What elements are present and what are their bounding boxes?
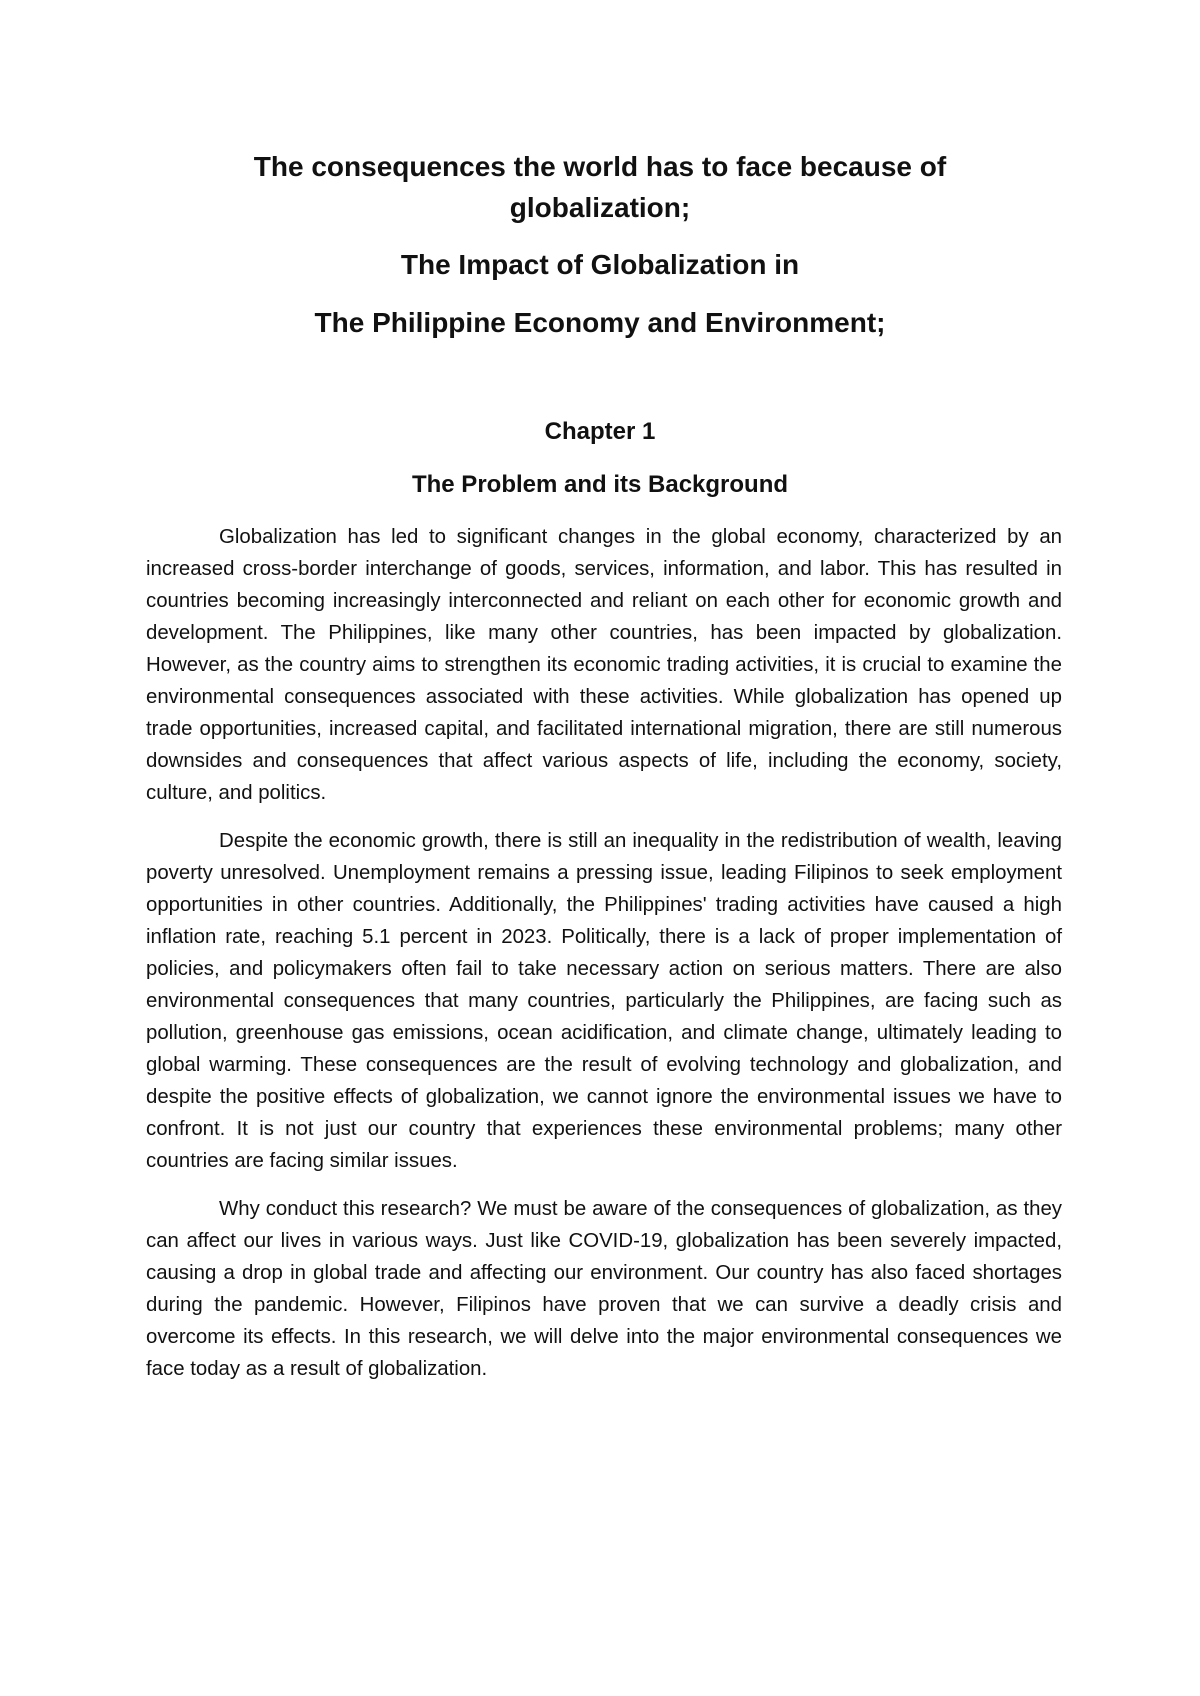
document-subtitle-line-1: The Impact of Globalization in	[400, 249, 800, 280]
paragraph: Despite the economic growth, there is still an inequality in the redistribution of wealth, leaving poverty unresolved. Unemployment remains a pressing issue, leading Filipinos to seek employment opportunities in other countries. Additionally, the Philippines' trading activities have caused a high inflation rate, reaching 5.1 percent in 2023. Politically, there is a lack of proper implementation of policies, and policymakers often fail to take necessary action on serious matters. There are also environmental consequences that many countries, particularly the Philippines, are facing such as pollution, greenhouse gas emissions, ocean acidification, and climate change, ultimately leading to global warming. These consequences are the result of evolving technology and globalization, and despite the positive effects of globalization, we cannot ignore the environmental issues we have to confront. It is not just our country that experiences these environmental problems; many other countries are facing similar issues.	[146, 830, 1062, 1172]
body-text	[146, 521, 1062, 1401]
chapter-label: Chapter 1	[544, 418, 656, 445]
chapter-title: The Problem and its Background	[411, 471, 789, 498]
paragraph: Globalization has led to significant changes in the global economy, characterized by an increased cross-border interchange of goods, services, information, and labor. This has resulted in countries becoming increasingly interconnected and reliant on each other for economic growth and development. The Philippines, like many other countries, has been impacted by globalization. However, as the country aims to strengthen its economic trading activities, it is crucial to examine the environmental consequences associated with these activities. While globalization has opened up trade opportunities, increased capital, and facilitated international migration, there are still numerous downsides and consequences that affect various aspects of life, including the economy, society, culture, and politics.	[146, 526, 1062, 804]
paragraph: Why conduct this research? We must be aware of the consequences of globalization, as they can affect our lives in various ways. Just like COVID-19, globalization has been severely impacted, causing a drop in global trade and affecting our environment. Our country has also faced shortages during the pandemic. However, Filipinos have proven that we can survive a deadly crisis and overcome its effects. In this research, we will delve into the major environmental consequences we face today as a result of globalization.	[146, 1198, 1062, 1380]
chapter-heading-block	[180, 414, 1020, 503]
document-subtitle-line-2: The Philippine Economy and Environment;	[314, 307, 886, 338]
document-title: The consequences the world has to face because of globalization;	[253, 151, 947, 223]
title-block	[180, 146, 1020, 343]
